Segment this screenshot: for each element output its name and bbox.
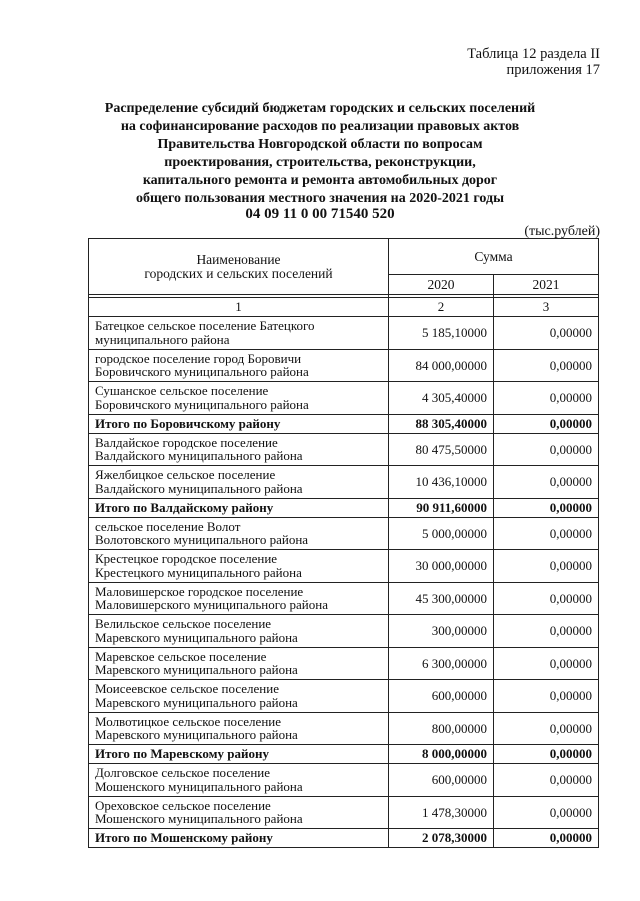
settlement-name-line1: городское поселение город Боровичи [95,350,302,366]
amount-2021: 0,00000 [494,745,599,764]
total-row [89,829,599,848]
settlement-name-cell [89,647,389,680]
table-row [89,382,599,415]
budget-code: 04 09 11 0 00 71540 520 [245,206,395,222]
settlement-name-line1: Итого по Боровичскому району [95,415,281,431]
table-row [89,712,599,745]
unit-label: (тыс.рублей) [524,224,600,239]
title-line: Распределение субсидий бюджетам городских и сельских поселений [104,101,536,116]
amount-2020: 88 305,40000 [389,414,494,433]
table-row [89,466,599,499]
settlement-name-cell [89,582,389,615]
amount-2021: 0,00000 [494,317,599,350]
settlement-name-cell [89,829,389,848]
settlement-name-cell [89,764,389,797]
settlement-name-line2: муниципального района [95,331,230,347]
settlement-name-line1: Маловишерское городское поселение [95,583,304,599]
amount-2020: 90 911,60000 [389,498,494,517]
amount-2020: 1 478,30000 [389,796,494,829]
table-reference [467,46,600,78]
settlement-name-line1: Велильское сельское поселение [95,616,272,632]
settlement-name-cell [89,498,389,517]
table-row [89,349,599,382]
total-row [89,414,599,433]
header-2020: 2020 [389,275,494,295]
amount-2020: 2 078,30000 [389,829,494,848]
total-row [89,498,599,517]
amount-2021: 0,00000 [494,680,599,713]
settlement-name-cell [89,680,389,713]
amount-2020: 80 475,50000 [389,433,494,466]
table-reference-line1: Таблица 12 раздела II [467,46,600,62]
amount-2021: 0,00000 [494,829,599,848]
col-number-2: 2 [389,298,494,317]
settlement-name-cell [89,433,389,466]
amount-2021: 0,00000 [494,796,599,829]
table-row [89,680,599,713]
settlement-name-line1: Молвотицкое сельское поселение [95,713,281,729]
settlement-name-cell [89,517,389,550]
settlement-name-line1: Маревское сельское поселение [95,648,267,664]
settlement-name-line2: Маревского муниципального района [95,662,298,678]
title-line: Правительства Новгородской области по вопросам [157,137,483,152]
header-name-line2: городских и сельских поселений [144,265,333,281]
table-row [89,550,599,583]
amount-2021: 0,00000 [494,433,599,466]
settlement-name-cell [89,550,389,583]
settlement-name-line1: Итого по Валдайскому району [95,499,274,515]
settlement-name-cell [89,615,389,648]
amount-2021: 0,00000 [494,498,599,517]
amount-2021: 0,00000 [494,550,599,583]
settlement-name-line2: Мошенского муниципального района [95,811,303,827]
amount-2021: 0,00000 [494,382,599,415]
settlement-name-line2: Маревского муниципального района [95,629,298,645]
amount-2020: 8 000,00000 [389,745,494,764]
amount-2021: 0,00000 [494,349,599,382]
table-row [89,615,599,648]
amount-2021: 0,00000 [494,466,599,499]
table-reference-line2: приложения 17 [506,62,600,78]
amount-2021: 0,00000 [494,647,599,680]
settlement-name-line1: Крестецкое городское поселение [95,551,278,567]
table-row [89,796,599,829]
settlement-name-line2: Валдайского муниципального района [95,448,303,464]
amount-2020: 600,00000 [389,680,494,713]
header-name-cell [89,239,389,295]
settlement-name-cell [89,317,389,350]
settlement-name-cell [89,349,389,382]
settlement-name-line2: Маревского муниципального района [95,694,298,710]
table-row [89,517,599,550]
title-line: общего пользования местного значения на 2020-2021 годы [135,191,505,206]
amount-2021: 0,00000 [494,764,599,797]
settlement-name-line1: Яжелбицкое сельское поселение [95,467,276,483]
col-number-1: 1 [89,298,389,317]
amount-2020: 5 185,10000 [389,317,494,350]
table-row [89,764,599,797]
amount-2021: 0,00000 [494,712,599,745]
amount-2020: 4 305,40000 [389,382,494,415]
amount-2021: 0,00000 [494,517,599,550]
settlement-name-line2: Волотовского муниципального района [95,532,309,548]
amount-2020: 30 000,00000 [389,550,494,583]
title-line: проектирования, строительства, реконструкции, [164,155,476,170]
settlement-name-line2: Крестецкого муниципального района [95,564,302,580]
table-row [89,317,599,350]
settlement-name-line1: Сушанское сельское поселение [95,383,269,399]
amount-2020: 300,00000 [389,615,494,648]
settlement-name-line2: Боровичского муниципального района [95,364,309,380]
amount-2021: 0,00000 [494,414,599,433]
amount-2020: 84 000,00000 [389,349,494,382]
header-name-line1: Наименование [196,252,281,267]
table-row [89,433,599,466]
title-line: на софинансирование расходов по реализации правовых актов [120,119,520,134]
settlement-name-line2: Маревского муниципального района [95,727,298,743]
settlement-name-cell [89,745,389,764]
document-title [60,100,580,208]
title-line: капитального ремонта и ремонта автомобильных дорог [142,173,498,188]
subsidy-table [88,238,599,848]
amount-2020: 5 000,00000 [389,517,494,550]
settlement-name-line1: Валдайское городское поселение [95,434,278,450]
settlement-name-line1: Батецкое сельское поселение Батецкого [95,318,315,334]
settlement-name-line1: Итого по Маревскому району [95,746,270,762]
settlement-name-line2: Валдайского муниципального района [95,480,303,496]
settlement-name-line1: Ореховское сельское поселение [95,797,271,813]
settlement-name-cell [89,414,389,433]
settlement-name-cell [89,382,389,415]
amount-2020: 800,00000 [389,712,494,745]
table-row [89,647,599,680]
header-2021: 2021 [494,275,599,295]
amount-2020: 10 436,10000 [389,466,494,499]
total-row [89,745,599,764]
settlement-name-line1: Долговское сельское поселение [95,765,270,781]
amount-2021: 0,00000 [494,582,599,615]
amount-2020: 6 300,00000 [389,647,494,680]
amount-2020: 600,00000 [389,764,494,797]
amount-2021: 0,00000 [494,615,599,648]
settlement-name-line1: сельское поселение Волот [95,518,241,534]
settlement-name-line1: Итого по Мошенскому району [95,830,273,846]
col-number-3: 3 [494,298,599,317]
settlement-name-cell [89,712,389,745]
header-sum-cell: Сумма [389,239,599,275]
amount-2020: 45 300,00000 [389,582,494,615]
settlement-name-line2: Боровичского муниципального района [95,396,309,412]
settlement-name-line2: Мошенского муниципального района [95,778,303,794]
settlement-name-cell [89,796,389,829]
settlement-name-line2: Маловишерского муниципального района [95,597,328,613]
table-row [89,582,599,615]
settlement-name-cell [89,466,389,499]
settlement-name-line1: Моисеевское сельское поселение [95,681,279,697]
